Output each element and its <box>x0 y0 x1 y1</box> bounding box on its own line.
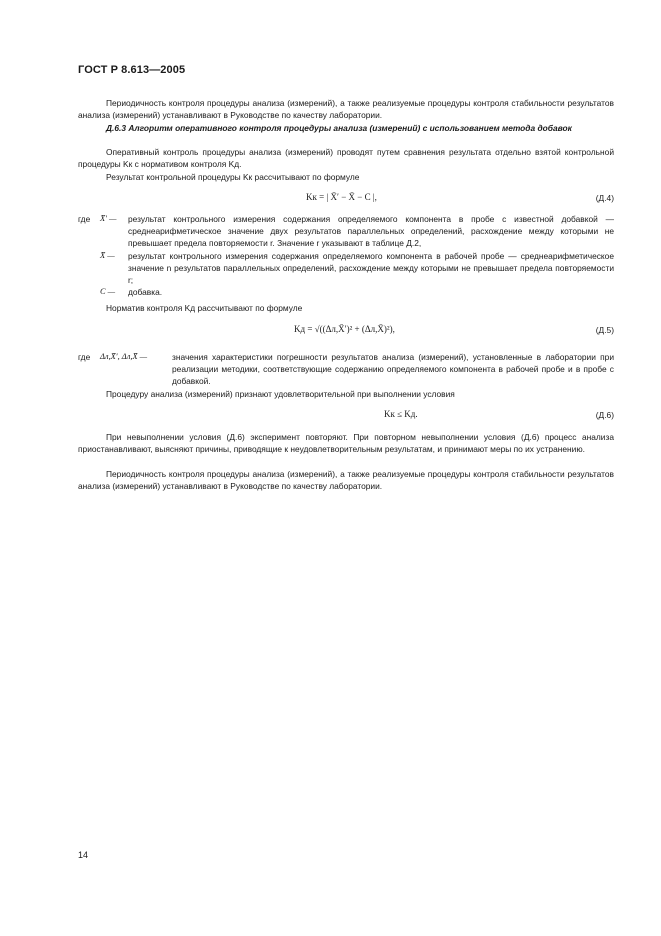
definition-x-bar <box>78 250 614 287</box>
formula-d6-number: (Д.6) <box>595 410 614 420</box>
paragraph-condition-intro: Процедуру анализа (измерений) признают удовлетворительной при выполнении условия <box>106 389 455 399</box>
definition-symbol: Δл,X̄′, Δл,X̄ — <box>100 352 148 361</box>
definition-symbol: C — <box>100 287 116 297</box>
formula-d4: Kк = | X̄′ − X̄ − C |, <box>306 192 377 202</box>
definition-x-prime <box>78 213 614 250</box>
definition-lead <box>78 286 100 298</box>
page-number: 14 <box>78 850 89 860</box>
paragraph-operative-control: Оперативный контроль процедуры анализа (измерений) проводят путем сравнения результата отдельно взятой контрольной процедуры Kк с нормативом контроля Kд. <box>78 147 614 170</box>
definition-symbol: X̄ — <box>100 250 115 260</box>
definition-lead: где <box>78 214 91 224</box>
definition-text: добавка. <box>128 287 163 298</box>
paragraph-kd-formula-intro: Норматив контроля Kд рассчитывают по формуле <box>106 303 303 313</box>
definition-lead: где <box>78 352 91 362</box>
definition-text: результат контрольного измерения содержания определяемого компонента в пробе с известной добавкой — среднеарифметическое значение двух результатов параллельных определений, расхождение между которыми не превышает предела повторяемости r. Значение r указывают в таблице Д.2, <box>128 214 614 249</box>
formula-d6: Kк ≤ Kд. <box>384 409 418 419</box>
document-header: ГОСТ Р 8.613—2005 <box>78 64 186 76</box>
definition-symbol: X̄′ — <box>100 214 117 223</box>
paragraph-periodicity-2: Периодичность контроля процедуры анализа (измерений), а также реализуемые процедуры контроля стабильности результатов анализа (измерений) устанавливают в Руководстве по качеству лаборатории. <box>78 469 614 492</box>
definitions-d5 <box>78 351 614 388</box>
definition-c <box>78 286 614 298</box>
formula-d4-number: (Д.4) <box>595 193 614 203</box>
definition-text: результат контрольного измерения содержания определяемого компонента в рабочей пробе — среднеарифметическое значение n результатов параллельных определений, расхождение между которыми не превышает предела повторяемости r; <box>128 250 614 286</box>
definition-delta <box>78 351 614 388</box>
formula-d5-number: (Д.5) <box>595 325 614 335</box>
formula-d5: Kд = √((Δл,X̄′)² + (Δл,X̄)²), <box>294 324 395 334</box>
definition-text: значения характеристики погрешности результатов анализа (измерений), установленные в лаборатории при реализации методики, соответствующие содержанию определяемого компонента в рабочей пробе и в пробе с добавкой. <box>172 352 614 387</box>
paragraph-periodicity-1: Периодичность контроля процедуры анализа (измерений), а также реализуемые процедуры контроля стабильности результатов анализа (измерений) устанавливают в Руководстве по качеству лаборатории. <box>78 98 614 121</box>
section-heading-d63: Д.6.3 Алгоритм оперативного контроля процедуры анализа (измерений) с использованием метода добавок <box>106 123 572 133</box>
paragraph-failure-action: При невыполнении условия (Д.6) эксперимент повторяют. При повторном невыполнении условия (Д.6) процесс анализа приостанавливают, выясняют причины, приводящие к неудовлетворительным результатам, и принимают меры по их устранению. <box>78 432 614 455</box>
definition-lead <box>78 250 100 287</box>
paragraph-kk-formula-intro: Результат контрольной процедуры Kк рассчитывают по формуле <box>106 172 360 182</box>
definitions-d4 <box>78 213 614 298</box>
